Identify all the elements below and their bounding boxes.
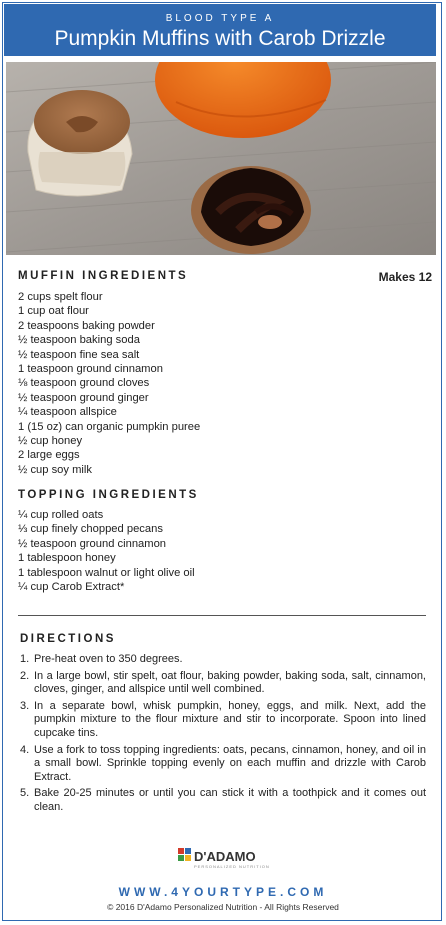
muffin-ingredients-heading: MUFFIN INGREDIENTS <box>18 270 189 282</box>
step-text: Use a fork to toss topping ingredients: oats, pecans, cinnamon, honey, and oil in a small bowl. Sprinkle topping evenly on each muffin and drizzle with Carob Extract. <box>34 743 426 783</box>
list-item: 2 large eggs <box>18 449 80 462</box>
list-item: 2 teaspoons baking powder <box>18 319 155 332</box>
list-item: ½ teaspoon fine sea salt <box>18 348 140 361</box>
step-text: In a large bowl, stir spelt, oat flour, baking powder, baking soda, salt, cinnamon, cloves, ginger, and allspice until well combined. <box>34 669 426 696</box>
list-item: 1 (15 oz) can organic pumpkin puree <box>18 420 201 433</box>
directions-heading: DIRECTIONS <box>20 633 116 645</box>
list-item: ½ cup honey <box>18 435 83 448</box>
direction-step <box>20 744 426 785</box>
list-item: ½ teaspoon ground cinnamon <box>18 537 167 550</box>
dadamo-logo <box>178 848 278 874</box>
direction-step <box>20 787 426 814</box>
direction-step <box>20 670 426 697</box>
muffin-ingredients-list <box>18 290 200 477</box>
step-number: 2. <box>20 669 30 682</box>
step-number: 5. <box>20 787 30 800</box>
logo-mark-icon <box>178 848 192 862</box>
list-item: ⅛ teaspoon ground cloves <box>18 377 150 390</box>
section-divider <box>18 615 426 616</box>
copyright-text: © 2016 D'Adamo Personalized Nutrition - All Rights Reserved <box>107 902 339 912</box>
list-item: ¼ teaspoon allspice <box>18 406 117 419</box>
direction-step <box>20 653 426 667</box>
topping-ingredients-list <box>18 508 195 594</box>
list-item: 1 cup oat flour <box>18 305 89 318</box>
recipe-photo <box>6 62 436 255</box>
list-item: 1 tablespoon honey <box>18 552 116 565</box>
direction-step <box>20 700 426 741</box>
list-item: ½ teaspoon baking soda <box>18 334 140 347</box>
step-number: 1. <box>20 653 30 665</box>
recipe-title: Pumpkin Muffins with Carob Drizzle <box>54 27 386 50</box>
logo-tagline: PERSONALIZED NUTRITION <box>194 864 270 869</box>
step-number: 3. <box>20 699 30 712</box>
recipe-yield: Makes 12 <box>378 270 432 284</box>
step-text: In a separate bowl, whisk pumpkin, honey, eggs, and milk. Next, add the pumpkin mixture to the flour mixture and stir to incorporate. Spoon into lined cupcake tins. <box>34 699 426 739</box>
list-item: 2 cups spelt flour <box>18 291 103 303</box>
list-item: ½ teaspoon ground ginger <box>18 391 149 404</box>
list-item: ½ cup soy milk <box>18 463 92 476</box>
topping-ingredients-heading: TOPPING INGREDIENTS <box>18 489 199 501</box>
step-text: Bake 20-25 minutes or until you can stick it with a toothpick and it comes out clean. <box>34 787 426 813</box>
recipe-header <box>4 4 436 56</box>
list-item: 1 tablespoon walnut or light olive oil <box>18 566 195 579</box>
list-item: 1 teaspoon ground cinnamon <box>18 363 163 376</box>
list-item: ⅓ cup finely chopped pecans <box>18 523 163 536</box>
directions-list <box>20 653 426 818</box>
step-text: Pre-heat oven to 350 degrees. <box>34 653 183 665</box>
list-item: ¼ cup Carob Extract* <box>18 581 125 594</box>
website-link[interactable]: WWW.4YOURTYPE.COM <box>118 885 328 899</box>
list-item: ¼ cup rolled oats <box>18 509 104 521</box>
logo-wordmark: D'ADAMO <box>194 849 256 864</box>
blood-type-label: BLOOD TYPE A <box>165 13 275 24</box>
step-number: 4. <box>20 743 30 756</box>
